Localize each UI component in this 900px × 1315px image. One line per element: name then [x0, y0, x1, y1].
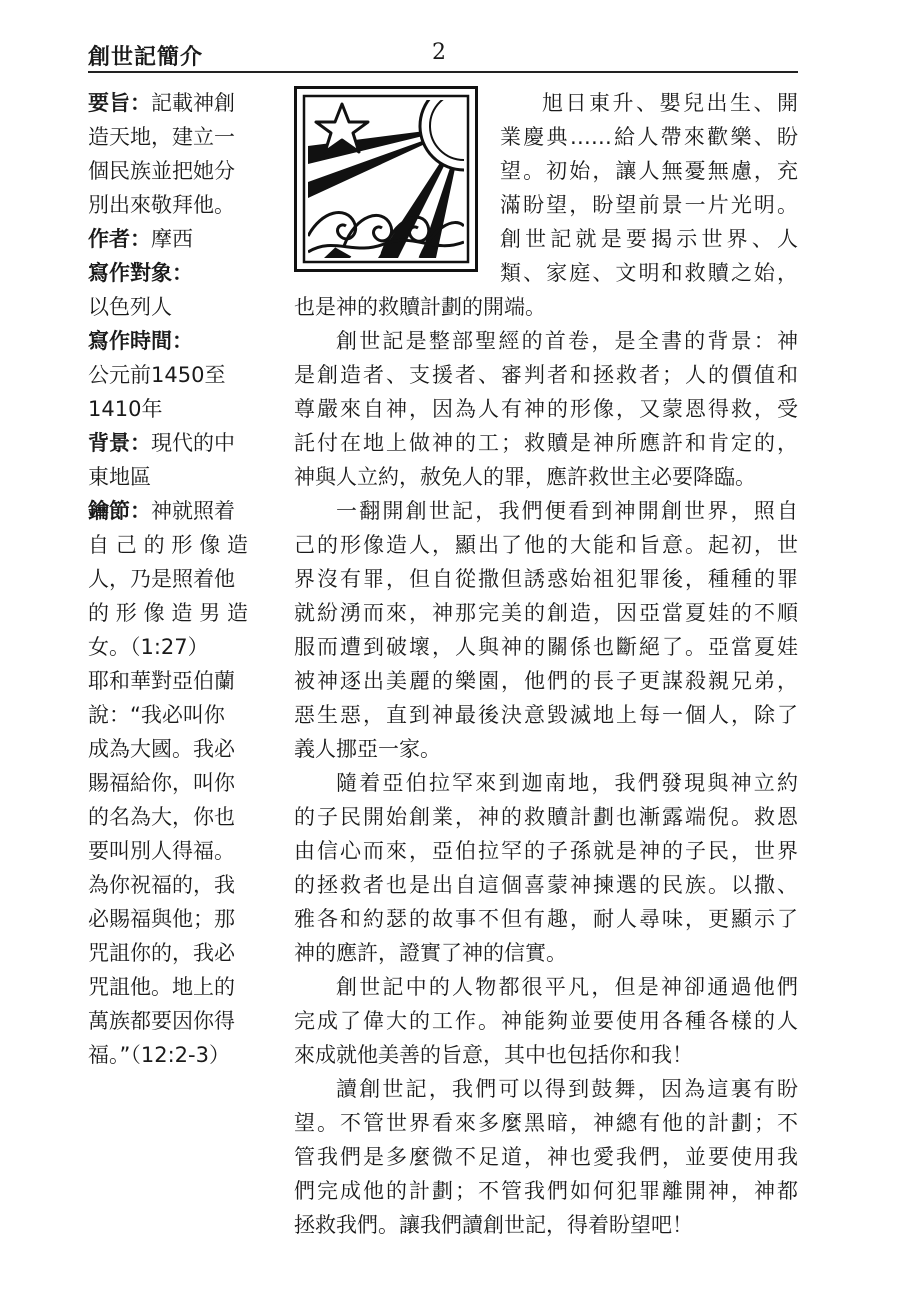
page-number: 2: [432, 40, 446, 65]
body-paragraph: [294, 1072, 798, 1242]
text-line: 創世記是整部聖經的首卷，是全書的背景：神: [336, 329, 798, 353]
text-line: 由信心而來，亞伯拉罕的子孫就是神的子民，世界: [294, 839, 798, 863]
intro-paragraph: [500, 86, 798, 290]
key-verse-line: 說：“我必叫你: [88, 703, 225, 727]
text-line: 託付在地上做神的工；救贖是神所應許和肯定的，: [294, 431, 798, 455]
text-line: 己的形像造人，顯出了他的大能和旨意。起初，世: [294, 533, 798, 557]
text-line: 義人挪亞一家。: [294, 737, 441, 761]
body-paragraph: [294, 494, 798, 766]
page-header: [88, 38, 798, 72]
text-line: 業慶典……給人帶來歡樂、盼: [500, 125, 798, 149]
key-verse-line: 的名為大，你也: [88, 805, 235, 829]
text-line: 是創造者、支援者、審判者和拯救者；人的價值和: [294, 363, 798, 387]
text-line: 望。初始，讓人無憂無慮，充: [500, 159, 798, 183]
key-verse-line: 成為大國。我必: [88, 737, 235, 761]
text-line: 服而遭到破壞，人與神的關係也斷絕了。亞當夏娃: [294, 635, 798, 659]
text-line: 的子民開始創業，神的救贖計劃也漸露端倪。救恩: [294, 805, 798, 829]
key-verse-line: 自己的形像造: [88, 533, 248, 557]
text-line: 界沒有罪，但自從撒但誘惑始祖犯罪後，種種的罪: [294, 567, 798, 591]
theme-line: 要旨：記載神創: [88, 91, 235, 115]
key-verse-line: 福。”（12:2-3）: [88, 1043, 230, 1067]
key-verse-line: 必賜福與他；那: [88, 907, 235, 931]
key-verse-line: 鑰節：神就照着: [88, 499, 235, 523]
running-title: 創世記簡介: [88, 45, 204, 70]
theme-line: 個民族並把她分: [88, 159, 235, 183]
text-line: 隨着亞伯拉罕來到迦南地，我們發現與神立約: [336, 771, 798, 795]
text-line: 尊嚴來自神，因為人有神的形像，又蒙恩得救，受: [294, 397, 798, 421]
key-verse-line: 咒詛他。地上的: [88, 975, 235, 999]
text-line: 就紛湧而來，神那完美的創造，因亞當夏娃的不順: [294, 601, 798, 625]
date-label: 寫作時間：: [88, 329, 193, 353]
text-line: 神與人立約，赦免人的罪，應許救世主必要降臨。: [294, 465, 756, 489]
text-line: 滿盼望，盼望前景一片光明。: [500, 193, 798, 217]
author-line: [88, 222, 248, 256]
key-verse-line: 要叫別人得福。: [88, 839, 235, 863]
key-verse-line: 萬族都要因你得: [88, 1009, 235, 1033]
audience-label: 寫作對象：: [88, 261, 193, 285]
key-verse-line: 的形像造男造: [88, 601, 248, 625]
key-verse-line: 賜福給你，叫你: [88, 771, 235, 795]
text-line: 管我們是多麼微不足道，神也愛我們，並要使用我: [294, 1145, 798, 1169]
text-line: 完成了偉大的工作。神能夠並要使用各種各樣的人: [294, 1009, 798, 1033]
text-line: 神的應許，證實了神的信實。: [294, 941, 567, 965]
text-line: 一翻開創世記，我們便看到神開創世界，照自: [336, 499, 798, 523]
main-text: [294, 86, 798, 1242]
text-line: 讀創世記，我們可以得到鼓舞，因為這裏有盼: [336, 1077, 798, 1101]
text-line: 類、家庭、文明和救贖之始，: [500, 261, 798, 285]
background-label: 背景：: [88, 431, 151, 455]
text-line: 惡生惡，直到神最後決意毀滅地上每一個人，除了: [294, 703, 798, 727]
text-line: 創世記中的人物都很平凡，但是神卻通過他們: [336, 975, 798, 999]
key-verse-label: 鑰節：: [88, 499, 151, 523]
body-paragraph: [294, 324, 798, 494]
author-label: 作者：: [88, 227, 151, 251]
background-line: 東地區: [88, 465, 151, 489]
text-line: 被神逐出美麗的樂園，他們的長子更謀殺親兄弟，: [294, 669, 798, 693]
key-verse-line: 女。（1:27）: [88, 635, 209, 659]
text-line: 雅各和約瑟的故事不但有趣，耐人尋味，更顯示了: [294, 907, 798, 931]
text-line: 旭日東升、嬰兒出生、開: [542, 91, 798, 115]
body-paragraph: [294, 766, 798, 970]
text-line: 的拯救者也是出自這個喜蒙神揀選的民族。以撒、: [294, 873, 798, 897]
body-paragraph: [294, 970, 798, 1072]
key-verse-line: 咒詛你的，我必: [88, 941, 235, 965]
text-line: 也是神的救贖計劃的開端。: [294, 295, 546, 319]
text-line: 們完成他的計劃；不管我們如何犯罪離開神，神都: [294, 1179, 798, 1203]
date-line: 1410年: [88, 397, 163, 421]
key-verse-line: 為你祝福的，我: [88, 873, 235, 897]
key-verse-line: 耶和華對亞伯蘭: [88, 669, 235, 693]
text-line: 來成就他美善的旨意，其中也包括你和我！: [294, 1043, 693, 1067]
theme-line: 造天地，建立一: [88, 125, 235, 149]
author-value: 摩西: [151, 227, 193, 251]
text-line: 創世記就是要揭示世界、人: [500, 227, 798, 251]
background-line: 背景：現代的中: [88, 431, 235, 455]
sidebar-summary: [88, 86, 248, 1072]
date-line: 公元前1450至: [88, 363, 226, 387]
text-line: 拯救我們。讓我們讀創世記，得着盼望吧！: [294, 1213, 693, 1237]
theme-label: 要旨：: [88, 91, 151, 115]
header-rule: [88, 71, 798, 73]
theme-line: 別出來敬拜他。: [88, 193, 235, 217]
text-line: 望。不管世界看來多麼黑暗，神總有他的計劃；不: [294, 1111, 798, 1135]
audience-value: 以色列人: [88, 295, 172, 319]
key-verse-line: 人，乃是照着他: [88, 567, 235, 591]
